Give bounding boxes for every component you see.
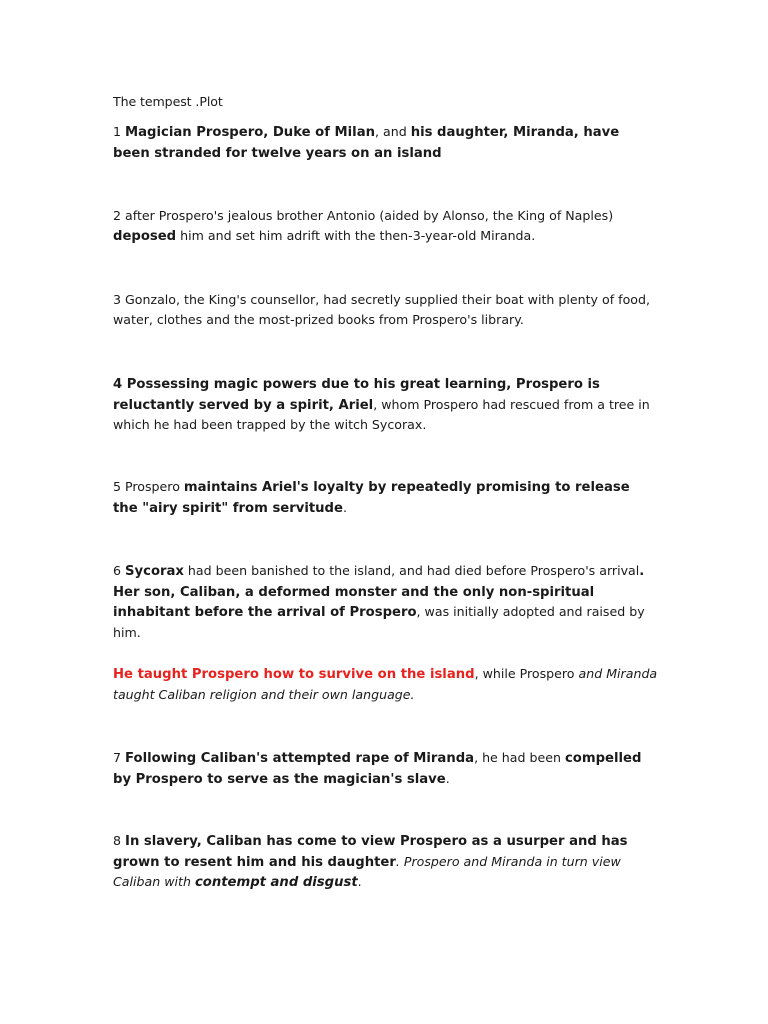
bold-text: maintains Ariel's loyalty by repeatedly promising to release the "airy spirit" from servitude [113,480,630,516]
bold-text: 4 Possessing magic powers due to his great learning, Prospero is reluctantly served by a spirit, Ariel [113,377,600,413]
bold-text: his daughter, Miranda, have been stranded for twelve years on an island [113,125,620,161]
plot-point-4 [113,374,658,435]
bold-italic-text: contempt and disgust [194,875,358,890]
highlighted-text: He taught Prospero how to survive on the island [113,667,475,682]
plot-point-5 [113,477,658,518]
plot-point-3 [113,290,658,329]
bold-text: In slavery, Caliban has come to view Prospero as a usurper and has grown to resent him and his daughter [113,834,628,870]
bold-text: . Her son, Caliban, a deformed monster and the only non-spiritual inhabitant before the arrival of Prospero [113,564,645,620]
plot-point-1 [113,122,658,163]
bold-text: Following Caliban's attempted rape of Miranda [125,751,475,766]
plot-number: 1 [113,124,126,139]
body-text: 7 [113,750,126,765]
body-text: had been banished to the island, and had died before Prospero's arrival [183,563,640,578]
body-text: . [342,499,347,515]
body-text: . [445,770,450,786]
plot-point-6-continued [113,664,658,704]
body-text: him and set him adrift with the then-3-year-old Miranda. [176,227,536,243]
body-text: 5 Prospero [113,479,184,494]
body-text: 3 Gonzalo, the King's counsellor, had secretly supplied their boat with plenty of food, water, clothes and the most-prized books from Prospero's library. [113,292,650,327]
bold-text: compelled by Prospero to serve as the magician's slave [113,751,642,787]
body-text: , he had been [474,750,565,765]
body-text: , while Prospero [474,666,579,681]
plot-point-7 [113,748,658,789]
italic-text: and Miranda taught Caliban religion and their own language. [113,666,658,702]
body-text: 2 after Prospero's jealous brother Antonio (aided by Alonso, the King of Naples) [113,208,614,223]
bold-text: Magician Prospero, Duke of Milan [125,125,375,140]
plot-point-6 [113,561,658,642]
page-title: The tempest .Plot [113,94,223,109]
plot-point-8 [113,831,658,893]
body-text: , was initially adopted and raised by him. [113,604,645,640]
plot-point-2 [113,206,658,246]
body-text: 6 [113,563,126,578]
body-text: , and [374,124,411,139]
body-text: . [357,874,362,889]
bold-text: Sycorax [125,564,184,579]
body-text: 8 [113,833,126,848]
bold-text: deposed [113,228,177,244]
italic-text: . Prospero and Miranda in turn view Caliban with [113,853,621,889]
body-text: , whom Prospero had rescued from a tree in which he had been trapped by the witch Sycorax. [113,396,650,432]
